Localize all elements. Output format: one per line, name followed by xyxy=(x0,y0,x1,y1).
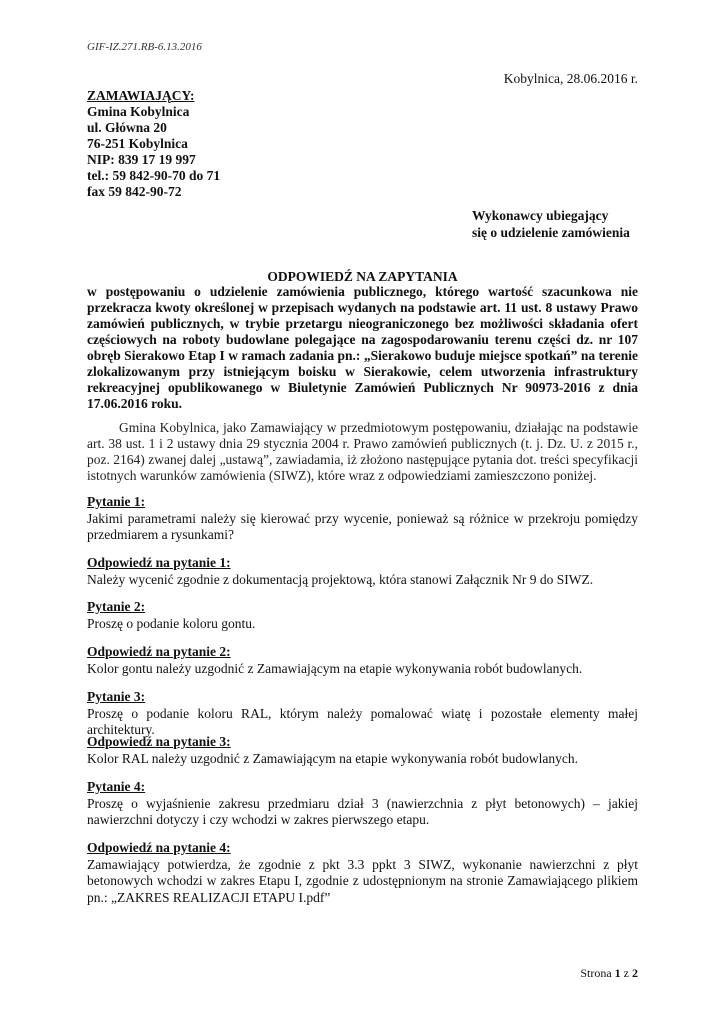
page-total: 2 xyxy=(632,966,638,980)
answer-text: Kolor gontu należy uzgodnić z Zamawiającym na etapie wykonywania robót budowlanych. xyxy=(87,660,583,676)
page-number xyxy=(580,966,638,981)
question-text: Jakimi parametrami należy się kierować przy wycenie, ponieważ są różnice w przekroju pomiędzy przedmiarem a rysunkami? xyxy=(87,510,638,542)
document-reference: GIF-IZ.271.RB-6.13.2016 xyxy=(87,41,202,53)
answer-heading: Odpowiedź na pytanie 1: xyxy=(87,555,231,570)
page-separator: z xyxy=(623,966,629,980)
page-current: 1 xyxy=(614,966,621,980)
answer-text: Należy wycenić zgodnie z dokumentacją projektową, która stanowi Załącznik Nr 9 do SIWZ. xyxy=(87,571,594,587)
answer-3 xyxy=(87,734,638,767)
question-4 xyxy=(87,779,638,829)
answer-text: Zamawiający potwierdza, że zgodnie z pkt 3.3 ppkt 3 SIWZ, wykonanie nawierzchni z płyt betonowych wchodzi w zakres Etapu I, zgodnie z udostępnionym na stronie Zamawiającego plikiem pn.: „ZAKRES REALIZACJI ETAPU I.pdf” xyxy=(87,856,638,905)
answer-heading: Odpowiedź na pytanie 4: xyxy=(87,840,231,855)
answer-1 xyxy=(87,555,638,588)
sender-line: fax 59 842-90-72 xyxy=(87,184,182,199)
document-date: Kobylnica, 28.06.2016 r. xyxy=(503,71,638,86)
sender-heading: ZAMAWIAJĄCY: xyxy=(87,88,195,103)
document-subject: w postępowaniu o udzielenie zamówienia publicznego, którego wartość szacunkowa nie przekracza kwoty określonej w przepisach wydanych na podstawie art. 11 ust. 8 ustawy Prawo zamówień publicznych, w trybie przetargu nieograniczonego bez możliwości składania ofert częściowych na roboty budowlane polegające na zagospodarowaniu terenu części dz. nr 107 obręb Sierakowo Etap I w ramach zadania pn.: „Sierakowo buduje miejsce spotkań” na terenie zlokalizowanym przy istniejącym boisku w Sierakowie, celem utworzenia infrastruktury rekreacyjnej opublikowanego w Biuletynie Zamówień Publicznych Nr 90973-2016 z dnia 17.06.2016 roku. xyxy=(87,284,638,411)
page-label: Strona xyxy=(580,966,612,980)
answer-2 xyxy=(87,644,638,677)
question-heading: Pytanie 2: xyxy=(87,599,146,614)
recipient-line: Wykonawcy ubiegający xyxy=(472,208,609,223)
sender-line: 76-251 Kobylnica xyxy=(87,136,188,151)
answer-heading: Odpowiedź na pytanie 3: xyxy=(87,734,231,749)
sender-line: tel.: 59 842-90-70 do 71 xyxy=(87,168,221,183)
sender-line: Gmina Kobylnica xyxy=(87,104,190,119)
question-1 xyxy=(87,494,638,544)
recipient-line: się o udzielenie zamówienia xyxy=(472,225,630,240)
recipient-block xyxy=(472,207,630,241)
intro-paragraph: Gmina Kobylnica, jako Zamawiający w przedmiotowym postępowaniu, działając na podstawie art. 38 ust. 1 i 2 ustawy dnia 29 stycznia 2004 r. Prawo zamówień publicznych (t. j. Dz. U. z 2015 r., poz. 2164) zwanej dalej „ustawą”, zawiadamia, iż złożono następujące pytania dot. treści specyfikacji istotnych warunków zamówienia (SIWZ), które wraz z odpowiedziami zamieszczono poniżej. xyxy=(87,420,638,483)
sender-line: NIP: 839 17 19 997 xyxy=(87,152,196,167)
sender-block xyxy=(87,88,220,200)
answer-text: Kolor RAL należy uzgodnić z Zamawiającym na etapie wykonywania robót budowlanych. xyxy=(87,750,578,766)
answer-4 xyxy=(87,840,638,906)
answer-heading: Odpowiedź na pytanie 2: xyxy=(87,644,231,659)
sender-line: ul. Główna 20 xyxy=(87,120,167,135)
question-heading: Pytanie 1: xyxy=(87,494,146,509)
question-heading: Pytanie 3: xyxy=(87,689,146,704)
question-text: Proszę o wyjaśnienie zakresu przedmiaru dział 3 (nawierzchnia z płyt betonowych) – jakiej nawierzchni dotyczy i czy wchodzi w zakres pierwszego etapu. xyxy=(87,795,638,827)
document-title: ODPOWIEDŹ NA ZAPYTANIA xyxy=(267,269,458,284)
question-heading: Pytanie 4: xyxy=(87,779,146,794)
question-3 xyxy=(87,689,638,739)
question-text: Proszę o podanie koloru gontu. xyxy=(87,615,256,631)
question-2 xyxy=(87,599,638,632)
question-text: Proszę o podanie koloru RAL, którym należy pomalować wiatę i pozostałe elementy małej architektury. xyxy=(87,705,638,737)
